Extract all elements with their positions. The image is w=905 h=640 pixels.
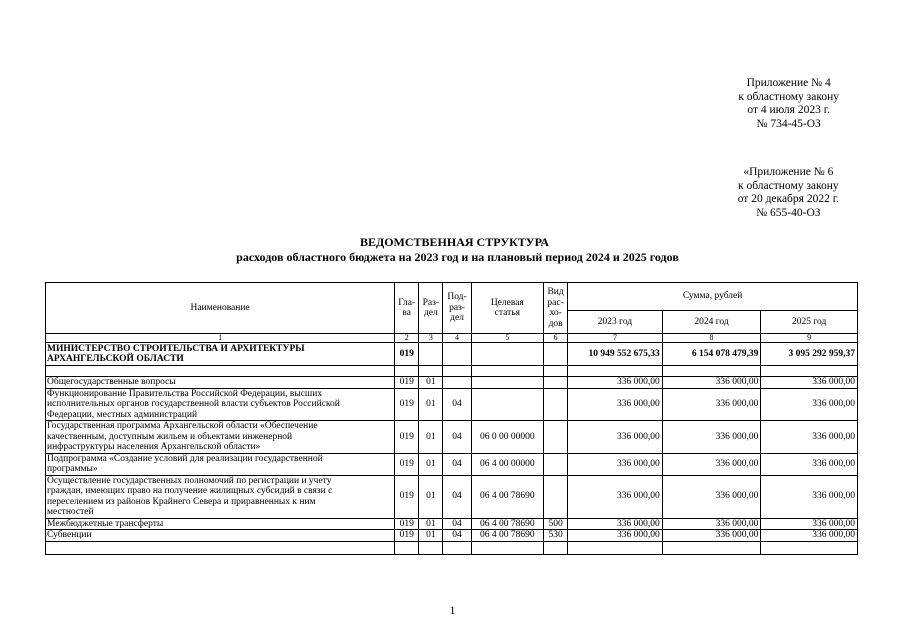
- header-2023: 2023 год: [568, 311, 663, 334]
- row-target: 06 0 00 00000: [471, 421, 543, 454]
- row-exptype: 500: [544, 518, 568, 530]
- table-row: [46, 475, 858, 518]
- row-v2025: 336 000,00: [761, 388, 858, 421]
- row-v2025: 336 000,00: [761, 518, 858, 530]
- row-exptype: [544, 377, 568, 389]
- row-target: 06 4 00 78690: [471, 475, 543, 518]
- header-sum: Сумма, рублей: [568, 283, 858, 311]
- blank-row: [46, 541, 858, 554]
- row-section: 01: [419, 377, 443, 389]
- row-section: 01: [419, 453, 443, 475]
- page-number: 1: [449, 603, 456, 617]
- row-chapter: 019: [395, 421, 419, 454]
- row-section: 01: [419, 518, 443, 530]
- ministry-2024: 6 154 078 479,39: [662, 343, 761, 366]
- appendix-previous-line2: к областному закону: [738, 179, 839, 192]
- row-exptype: 530: [544, 530, 568, 542]
- appendix-previous-line1: «Приложение № 6: [743, 166, 834, 178]
- header-chapter: Гла- ва: [395, 283, 419, 334]
- row-chapter: 019: [395, 530, 419, 542]
- col-num: 5: [471, 334, 543, 343]
- row-v2024: 336 000,00: [662, 453, 761, 475]
- row-subsection: 04: [443, 475, 471, 518]
- appendix-previous: [738, 166, 839, 220]
- row-v2025: 336 000,00: [761, 530, 858, 542]
- table-row: [46, 453, 858, 475]
- row-subsection: 04: [443, 530, 471, 542]
- row-v2023: 336 000,00: [568, 475, 663, 518]
- row-subsection: 04: [443, 421, 471, 454]
- row-v2023: 336 000,00: [568, 421, 663, 454]
- row-v2024: 336 000,00: [662, 421, 761, 454]
- col-num: 8: [662, 334, 761, 343]
- row-v2023: 336 000,00: [568, 388, 663, 421]
- row-target: 06 4 00 00000: [471, 453, 543, 475]
- row-subsection: 04: [443, 453, 471, 475]
- row-target: 06 4 00 78690: [471, 530, 543, 542]
- ministry-name: МИНИСТЕРСТВО СТРОИТЕЛЬСТВА И АРХИТЕКТУРЫ АРХАНГЕЛЬСКОЙ ОБЛАСТИ: [46, 343, 395, 366]
- header-section: Раз- дел: [419, 283, 443, 334]
- ministry-row: [46, 343, 858, 366]
- appendix-previous-line3: от 20 декабря 2022 г.: [737, 193, 839, 205]
- row-target: [471, 388, 543, 421]
- spacer-row: [46, 366, 858, 377]
- header-2024: 2024 год: [662, 311, 761, 334]
- row-v2025: 336 000,00: [761, 377, 858, 389]
- budget-table: [45, 282, 858, 555]
- column-number-row: [46, 334, 858, 343]
- col-num: 2: [395, 334, 419, 343]
- col-num: 7: [568, 334, 663, 343]
- row-exptype: [544, 388, 568, 421]
- row-name: Межбюджетные трансферты: [46, 518, 395, 530]
- row-exptype: [544, 421, 568, 454]
- row-subsection: 04: [443, 388, 471, 421]
- ministry-chapter: 019: [395, 343, 419, 366]
- row-section: 01: [419, 475, 443, 518]
- row-v2024: 336 000,00: [662, 388, 761, 421]
- header-target: Целевая статья: [471, 283, 543, 334]
- table-row: [46, 518, 858, 530]
- row-v2023: 336 000,00: [568, 518, 663, 530]
- row-section: 01: [419, 388, 443, 421]
- row-target: [471, 377, 543, 389]
- ministry-2025: 3 095 292 959,37: [761, 343, 858, 366]
- row-exptype: [544, 475, 568, 518]
- table-row: [46, 388, 858, 421]
- row-name: Общегосударственные вопросы: [46, 377, 395, 389]
- header-2025: 2025 год: [761, 311, 858, 334]
- appendix-current-line2: к областному закону: [738, 90, 839, 103]
- row-v2024: 336 000,00: [662, 377, 761, 389]
- appendix-current-line4: № 734-45-ОЗ: [756, 117, 821, 130]
- document-title: ВЕДОМСТВЕННАЯ СТРУКТУРА: [359, 235, 550, 249]
- row-v2024: 336 000,00: [662, 475, 761, 518]
- row-name: Подпрограмма «Создание условий для реализации государственной программы»: [46, 453, 395, 475]
- col-num: 6: [544, 334, 568, 343]
- table-row: [46, 377, 858, 389]
- row-name: Осуществление государственных полномочий по регистрации и учету граждан, имеющих право на получение жилищных субсидий в связи с переселением из районов Крайнего Севера и приравненных к ним местностей: [46, 475, 395, 518]
- header-subsection: Под- раз- дел: [443, 283, 471, 334]
- appendix-current-line3: от 4 июля 2023 г.: [747, 104, 830, 116]
- row-v2023: 336 000,00: [568, 530, 663, 542]
- col-num: 9: [761, 334, 858, 343]
- col-num: 1: [46, 334, 395, 343]
- header-row: [46, 283, 858, 311]
- row-chapter: 019: [395, 388, 419, 421]
- row-v2025: 336 000,00: [761, 421, 858, 454]
- row-target: 06 4 00 78690: [471, 518, 543, 530]
- row-v2025: 336 000,00: [761, 453, 858, 475]
- row-subsection: 04: [443, 518, 471, 530]
- row-chapter: 019: [395, 518, 419, 530]
- row-v2023: 336 000,00: [568, 453, 663, 475]
- row-v2025: 336 000,00: [761, 475, 858, 518]
- header-name: Наименование: [46, 283, 395, 334]
- ministry-2023: 10 949 552 675,33: [568, 343, 663, 366]
- row-v2024: 336 000,00: [662, 530, 761, 542]
- row-chapter: 019: [395, 377, 419, 389]
- row-name: Функционирование Правительства Российской Федерации, высших исполнительных органов государственной власти субъектов Российской Федерации, местных администраций: [46, 388, 395, 421]
- appendix-current-line1: Приложение № 4: [746, 77, 831, 89]
- header-exptype: Вид рас- хо- дов: [544, 283, 568, 334]
- row-exptype: [544, 453, 568, 475]
- row-chapter: 019: [395, 453, 419, 475]
- table-row: [46, 421, 858, 454]
- row-v2023: 336 000,00: [568, 377, 663, 389]
- appendix-previous-line4: № 655-40-ОЗ: [756, 206, 821, 219]
- row-name: Субвенции: [46, 530, 395, 542]
- table-row: [46, 530, 858, 542]
- row-subsection: [443, 377, 471, 389]
- col-num: 3: [419, 334, 443, 343]
- row-v2024: 336 000,00: [662, 518, 761, 530]
- col-num: 4: [443, 334, 471, 343]
- row-section: 01: [419, 421, 443, 454]
- appendix-current: [738, 77, 839, 131]
- row-name: Государственная программа Архангельской области «Обеспечение качественным, доступным жильем и объектами инженерной инфраструктуры населения Архангельской области»: [46, 421, 395, 454]
- row-section: 01: [419, 530, 443, 542]
- row-chapter: 019: [395, 475, 419, 518]
- document-subtitle: расходов областного бюджета на 2023 год и на плановый период 2024 и 2025 годов: [236, 250, 679, 264]
